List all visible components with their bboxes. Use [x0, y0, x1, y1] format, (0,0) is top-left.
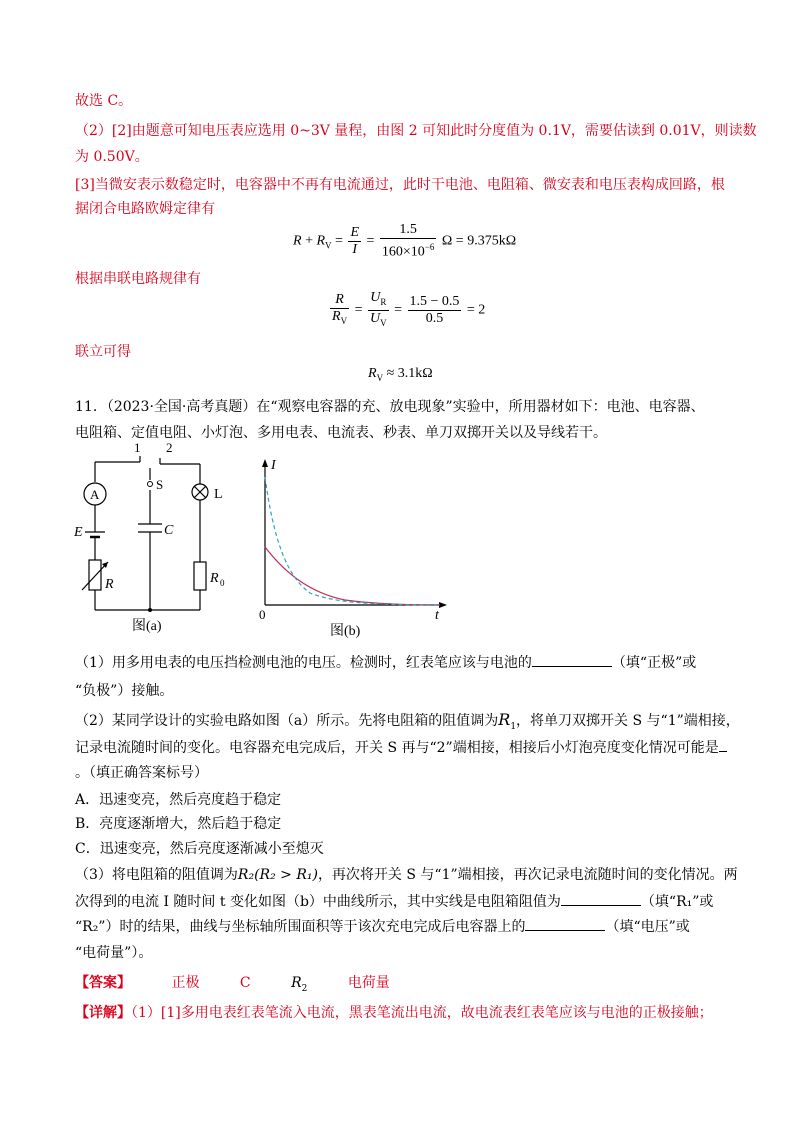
subquestion-2-line2: 记录电流随时间的变化。电容器充电完成后，开关 S 再与“2”端相接，相接后小灯泡亮度变化情况可能是 — [75, 739, 727, 757]
answer-3: $R_2$ — [291, 975, 308, 994]
subquestion-3-line2: 次得到的电流 I 随时间 t 变化如图（b）中曲线所示，其中实线是电阻箱阻值为 （填“R₁”或 — [75, 894, 714, 910]
text-part2-line2: 为 0.50V。 — [75, 149, 149, 165]
question-11-line2: 电阻箱、定值电阻、小灯泡、多用电表、电流表、秒表、单刀双掷开关以及导线若干。 — [75, 425, 607, 441]
answer-blank-3[interactable] — [561, 893, 641, 906]
switch-terminal-1: 1 — [134, 440, 141, 455]
text-combine: 联立可得 — [75, 344, 131, 360]
subquestion-3-line1: （3）将电阻箱的阻值调为R₂(R₂ > R₁)，再次将开关 S 与“1”端相接，再次记录电流随时间的变化情况。两 — [75, 867, 738, 883]
answer-1: 正极 — [171, 975, 200, 991]
option-a: A．迅速变亮，然后亮度趋于稳定 — [75, 792, 282, 808]
subquestion-1-line1: （1）用多用电表的电压挡检测电池的电压。检测时，红表笔应该与电池的 （填“正极”或 — [75, 655, 697, 671]
switch-label: S — [156, 477, 164, 492]
detail-label: 【详解】 — [75, 1005, 131, 1021]
subquestion-3-line4: “电荷量”）。 — [75, 945, 153, 961]
caption-a: 图(a) — [132, 619, 162, 634]
answer-blank-2[interactable] — [719, 739, 727, 752]
origin-label: 0 — [259, 607, 266, 622]
solid-curve — [265, 547, 440, 605]
equation-result: $R_V \approx 3.1k\Omega$ — [368, 366, 433, 383]
equation-ohm: $R + R_V$ = $\frac{E}{I}$ = $\frac{1.5}{160\times 10^{-6}}$ Ω = 9.375kΩ — [293, 222, 517, 260]
option-c: C．迅速变亮，然后亮度逐渐减小至熄灭 — [75, 841, 324, 857]
text-part3-line2: 据闭合电路欧姆定律有 — [75, 201, 215, 217]
answer-blank-4[interactable] — [525, 918, 605, 931]
battery-label: E — [74, 525, 83, 540]
x-axis-label: t — [435, 608, 439, 623]
resistor-subscript: 0 — [220, 578, 225, 588]
resistor-label: R — [210, 571, 219, 586]
answer-blank-1[interactable] — [532, 654, 612, 667]
dashed-curve — [265, 477, 440, 605]
subquestion-3-line3: “R₂”）时的结果，曲线与坐标轴所围面积等于该次充电完成后电容器上的 （填“电压”或 — [75, 919, 690, 935]
subquestion-2-line1: （2）某同学设计的实验电路如图（a）所示。先将电阻箱的阻值调为$R_1$，将单刀双掷开关 S 与“1”端相接， — [75, 710, 740, 732]
rheostat-label: R — [105, 577, 114, 592]
equation-series: $\frac{R}{R_V}$ = $\frac{U_R}{U_V}$ = $\frac{1.5 - 0.5}{0.5}$ = 2 — [332, 290, 486, 328]
detail-row — [75, 1004, 713, 1022]
current-time-graph — [255, 455, 455, 640]
ammeter-label: A — [90, 487, 100, 502]
y-axis-label: I — [271, 458, 276, 473]
subquestion-2-line3: 。（填正确答案标号） — [75, 765, 208, 781]
text-series-rule: 根据串联电路规律有 — [75, 271, 201, 287]
option-b: B．亮度逐渐增大，然后趋于稳定 — [75, 816, 282, 832]
text-part2-line1: （2）[2]由题意可知电压表应选用 0~3V 量程，由图 2 可知此时分度值为 0.1V，需要估读到 0.01V，则读数 — [75, 123, 757, 139]
switch-terminal-2: 2 — [166, 440, 173, 455]
question-11-line1: 11．（2023·全国·高考真题）在“观察电容器的充、放电现象”实验中，所用器材如下：电池、电容器、 — [75, 399, 705, 415]
answer-row — [75, 974, 390, 998]
lamp-label: L — [214, 487, 223, 502]
text-conclusion: 故选 C。 — [75, 93, 133, 109]
capacitor-label: C — [164, 523, 174, 538]
answer-label: 【答案】 — [75, 975, 131, 991]
answer-2: C — [239, 975, 251, 991]
subquestion-1-line2: “负极”）接触。 — [75, 683, 174, 699]
caption-b: 图(b) — [330, 624, 361, 639]
answer-4: 电荷量 — [347, 975, 390, 991]
text-part3-line1: [3]当微安表示数稳定时，电容器中不再有电流通过，此时干电池、电阻箱、微安表和电压表构成回路，根 — [75, 177, 725, 193]
detail-text: （1）[1]多用电表红表笔流入电流，黑表笔流出电流，故电流表红表笔应该与电池的正极接触； — [131, 1005, 713, 1021]
circuit-diagram — [74, 440, 240, 640]
